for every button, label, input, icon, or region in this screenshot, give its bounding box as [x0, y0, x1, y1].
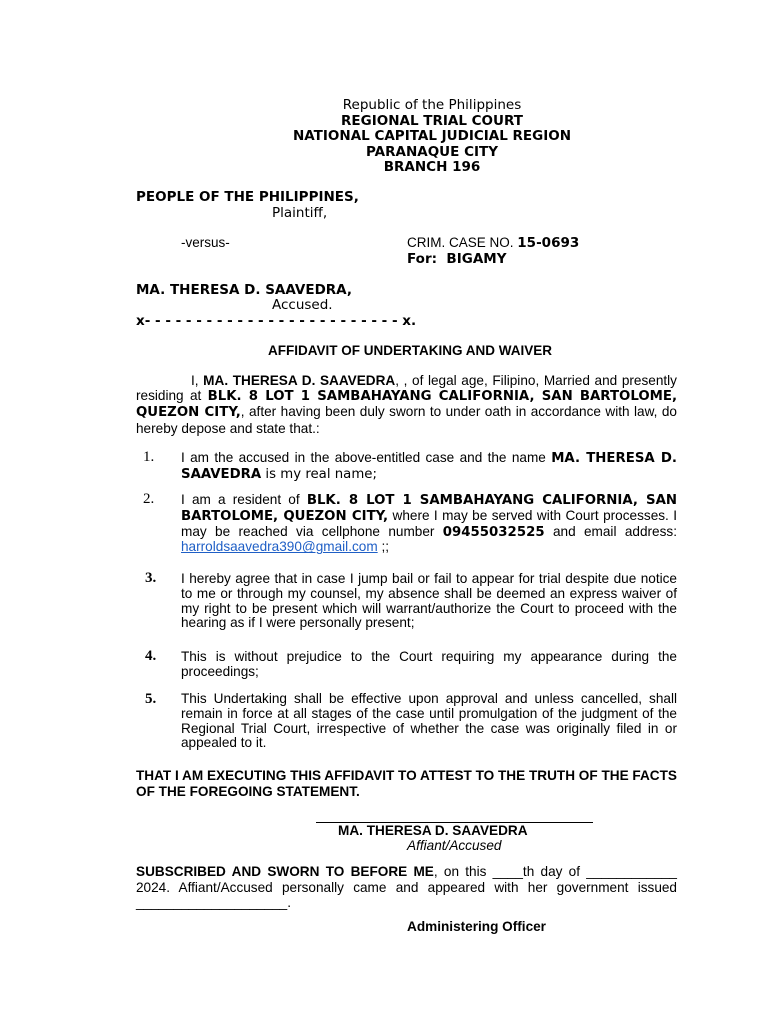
intro-paragraph	[136, 373, 677, 436]
accused-role: Accused.	[272, 297, 333, 313]
plaintiff-name: PEOPLE OF THE PHILIPPINES,	[136, 189, 359, 205]
item-3-text: I hereby agree that in case I jump bail or fail to appear for trial despite due notice to me or through my counsel, my absence shall be deemed an express waiver of my right to be present which will warrant/authorize the Court to proceed with the hearing as if I were personally present;	[181, 571, 677, 631]
item-2-text-a: I am a resident of	[181, 492, 307, 507]
item-5-text: This Undertaking shall be effective upon approval and unless cancelled, shall remain in force at all stages of the case until promulgation of the judgment of the Regional Trial Court, irrespective of whether the case was originally filed in or appealed to it.	[181, 691, 677, 751]
header-court: REGIONAL TRIAL COURT	[341, 112, 523, 129]
versus-label: -versus-	[181, 235, 230, 250]
item-1-number: 1.	[143, 449, 155, 465]
signatory-name: MA. THERESA D. SAAVEDRA	[338, 823, 528, 838]
item-2-address: BLK. 8 LOT 1 SAMBAHAYANG CALIFORNIA, SAN BARTOLOME, QUEZON CITY,	[181, 493, 677, 524]
item-1-text	[181, 451, 677, 483]
administering-officer: Administering Officer	[407, 919, 546, 934]
offense-line	[407, 251, 506, 267]
attestation-statement: THAT I AM EXECUTING THIS AFFIDAVIT TO ATTEST TO THE TRUTH OF THE FACTS OF THE FOREGOING STATEMENT.	[136, 768, 677, 799]
jurat-paragraph	[136, 864, 677, 911]
item-2-number: 2.	[143, 491, 155, 507]
offense: BIGAMY	[446, 251, 507, 267]
item-5-number: 5.	[145, 691, 157, 707]
header-branch: BRANCH 196	[383, 159, 481, 175]
plaintiff-role: Plaintiff,	[272, 205, 328, 221]
item-1-name: MA. THERESA D. SAAVEDRA	[181, 451, 677, 482]
intro-address: BLK. 8 LOT 1 SAMBAHAYANG CALIFORNIA, SAN BARTOLOME, QUEZON CITY,	[136, 389, 677, 421]
court-header	[0, 98, 768, 176]
item-3-number: 3.	[145, 570, 157, 586]
accused-name: MA. THERESA D. SAAVEDRA,	[136, 282, 353, 298]
header-city: PARANAQUE CITY	[366, 143, 498, 160]
case-number: 15-0693	[517, 235, 580, 251]
jurat-bold: SUBSCRIBED AND SWORN TO BEFORE ME	[136, 864, 434, 879]
intro-text-3: , after having been duly sworn to under oath in accordance with law, do hereby depose and state that.:	[136, 404, 677, 436]
item-2-text-c: and email address:	[544, 523, 677, 539]
case-number-line	[407, 235, 579, 251]
item-2-text	[181, 493, 677, 555]
email-link[interactable]: harroldsaavedra390@gmail.com	[181, 539, 378, 555]
item-1-text-a: I am the accused in the above-entitled case and the name	[181, 450, 552, 465]
intro-text-2: , , of legal age, Filipino, Married and presently residing at	[136, 373, 677, 404]
case-label: CRIM. CASE NO.	[407, 235, 514, 250]
item-4-text: This is without prejudice to the Court requiring my appearance during the proceedings;	[181, 649, 677, 679]
header-region: NATIONAL CAPITAL JUDICIAL REGION	[292, 128, 572, 144]
signatory-role: Affiant/Accused	[407, 838, 502, 853]
header-republic: Republic of the Philippines	[342, 97, 522, 113]
caption-separator: x- - - - - - - - - - - - - - - - - - - - - - - - - x.	[136, 313, 417, 329]
item-4-number: 4.	[145, 648, 157, 664]
document-title: AFFIDAVIT OF UNDERTAKING AND WAIVER	[268, 343, 552, 358]
intro-affiant-name: MA. THERESA D. SAAVEDRA	[203, 373, 396, 388]
item-2-text-d: ;;	[377, 539, 390, 555]
item-1-text-b: is my real name;	[261, 466, 377, 482]
for-label: For:	[407, 251, 438, 267]
item-2-text-b: where I may be served with Court processes. I may be reached via cellphone number	[181, 507, 677, 539]
item-2-phone: 09455032525	[442, 524, 545, 540]
jurat-text: , on this ____th day of ____________ 2024. Affiant/Accused personally came and appeared with her government issued ____________________.	[136, 864, 677, 910]
intro-text-1: I,	[191, 373, 204, 388]
